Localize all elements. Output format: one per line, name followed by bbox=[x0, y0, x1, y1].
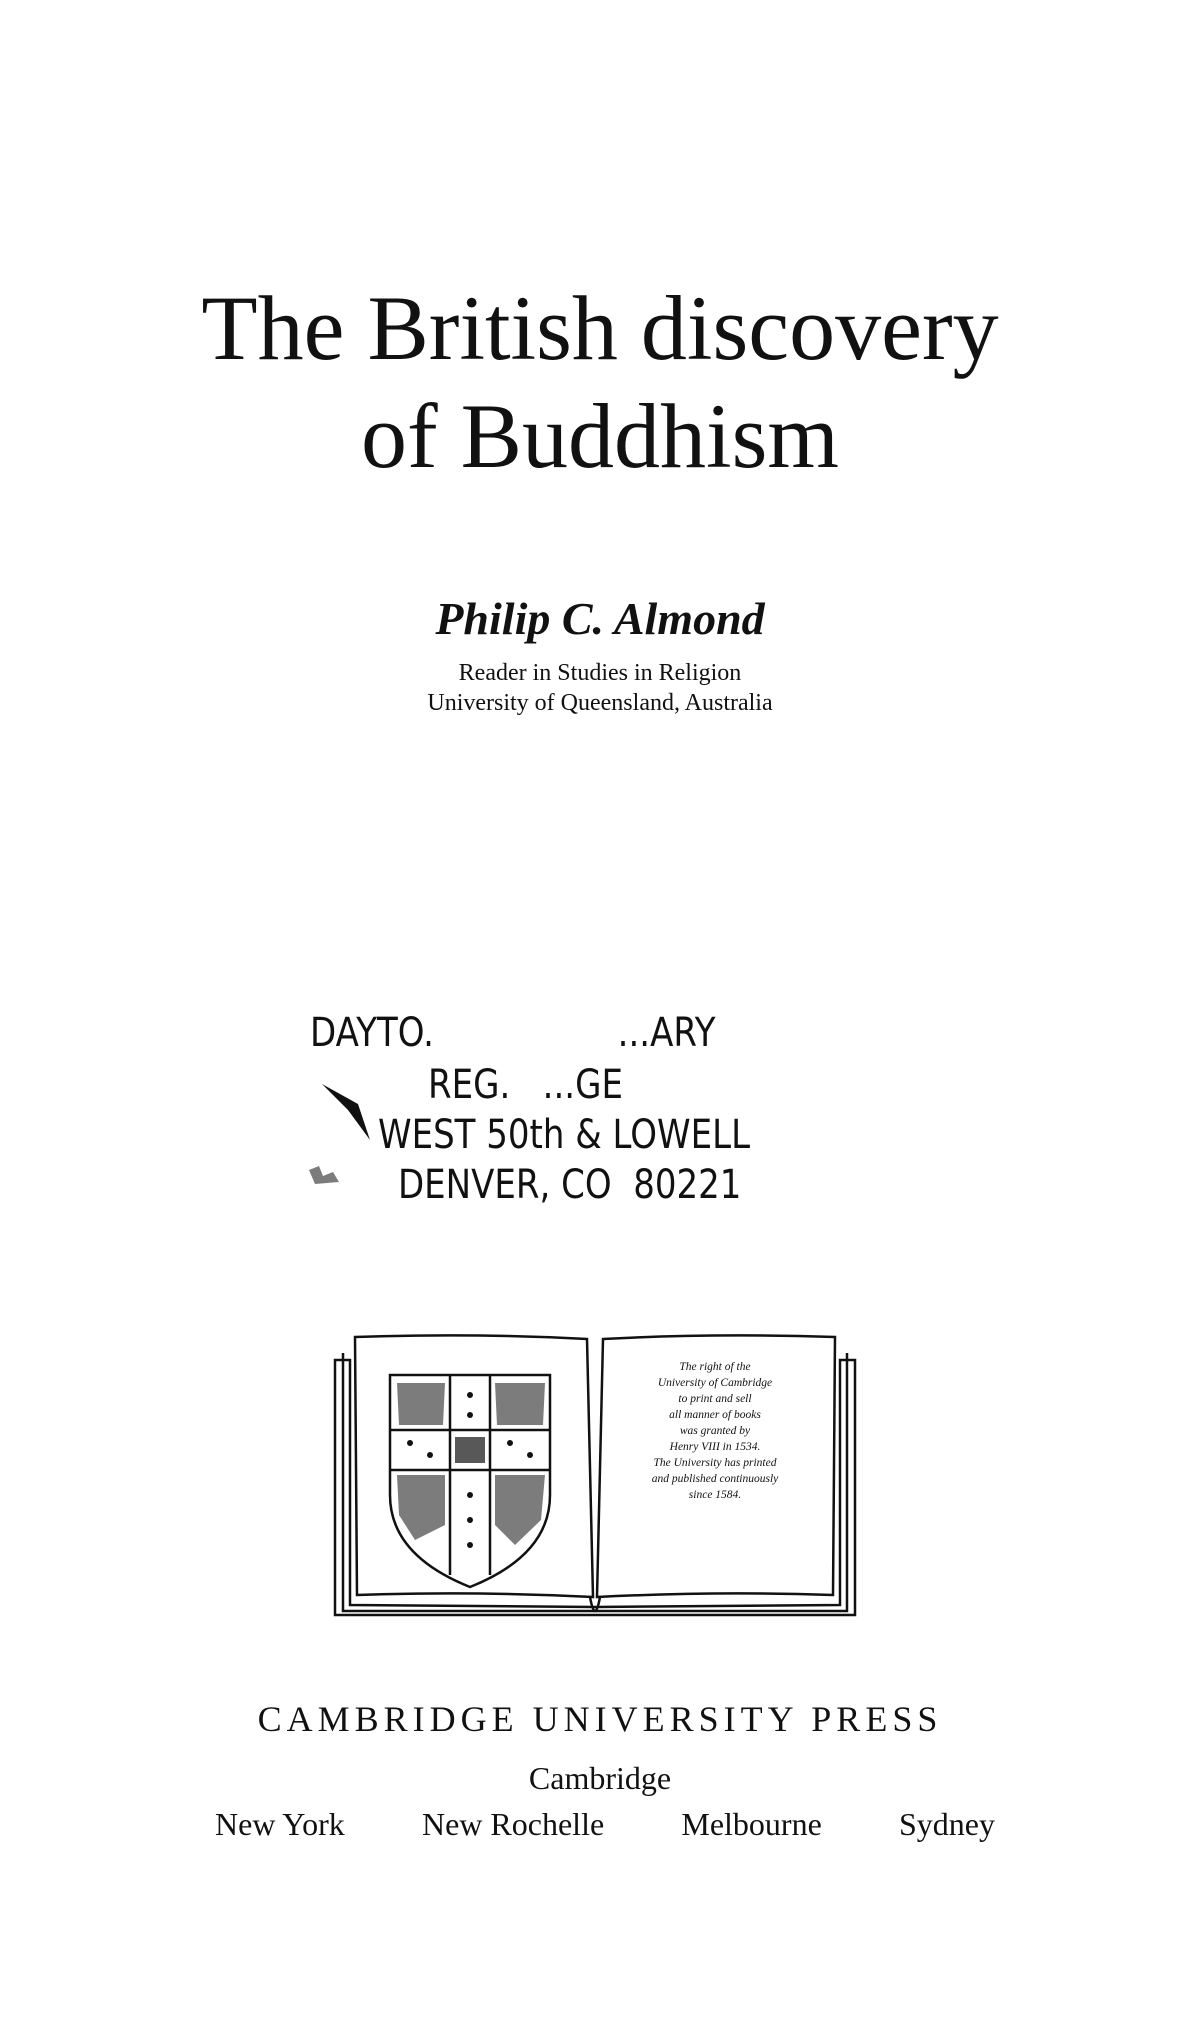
place-sydney: Sydney bbox=[898, 1806, 995, 1842]
place-melbourne: Melbourne bbox=[681, 1806, 822, 1842]
place-new-york: New York bbox=[215, 1806, 345, 1842]
stamp-line-3: WEST 50th & LOWELL bbox=[378, 1112, 751, 1158]
publisher-name: CAMBRIDGE UNIVERSITY PRESS bbox=[257, 1699, 943, 1739]
publisher-places bbox=[215, 1806, 995, 1843]
device-text-1: The right of the bbox=[679, 1361, 751, 1373]
device-text-6: Henry VIII in 1534. bbox=[669, 1441, 761, 1453]
author-affiliation-1: Reader in Studies in Religion bbox=[458, 660, 742, 686]
author-affiliation-2: University of Queensland, Australia bbox=[427, 690, 773, 716]
device-text-3: to print and sell bbox=[678, 1393, 752, 1405]
stamp-line-2: REG. ...GE bbox=[428, 1062, 623, 1108]
author-name: Philip C. Almond bbox=[435, 593, 765, 644]
title-line-1: The British discovery bbox=[201, 277, 999, 379]
press-device-logo bbox=[325, 1325, 865, 1625]
stamp-line-4: DENVER, CO 80221 bbox=[398, 1162, 742, 1208]
stamp-smudge bbox=[305, 1160, 345, 1190]
device-text-7: The University has printed bbox=[653, 1457, 777, 1469]
stamp-mark bbox=[318, 1080, 388, 1150]
place-new-rochelle: New Rochelle bbox=[422, 1806, 605, 1842]
title-line-2: of Buddhism bbox=[361, 385, 839, 487]
device-text-4: all manner of books bbox=[669, 1409, 761, 1421]
stamp-line-1: DAYTO. ...ARY bbox=[310, 1010, 716, 1056]
device-text-9: since 1584. bbox=[688, 1489, 742, 1501]
device-text-5: was granted by bbox=[679, 1425, 751, 1437]
device-text-8: and published continuously bbox=[651, 1473, 779, 1485]
publisher-city: Cambridge bbox=[528, 1760, 672, 1796]
device-text-2: University of Cambridge bbox=[657, 1377, 773, 1389]
